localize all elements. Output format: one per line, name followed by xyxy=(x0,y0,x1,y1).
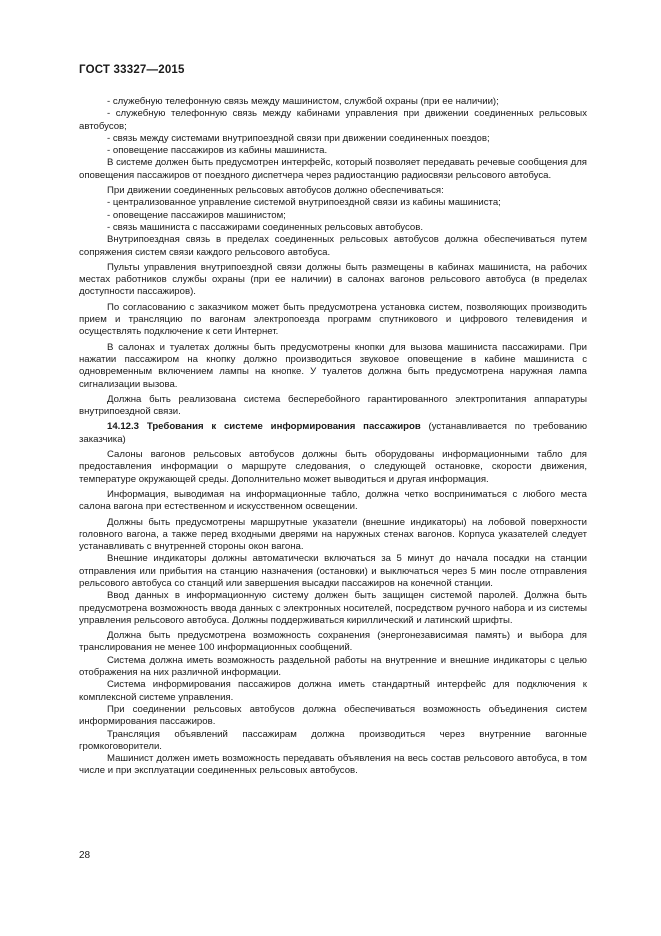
page-number: 28 xyxy=(79,850,91,861)
section-number: 14.12.3 xyxy=(107,421,140,433)
paragraph: Внутрипоездная связь в пределах соединенных рельсовых автобусов должна обеспечиваться путем сопряжения систем связи каждого рельсового автобуса. xyxy=(79,234,587,258)
paragraph: Должна быть реализована система бесперебойного гарантированного электропитания аппаратуры внутрипоездной связи. xyxy=(79,393,587,418)
paragraph: В салонах и туалетах должны быть предусмотрены кнопки для вызова машиниста пассажирами. При нажатии пассажиром на кнопку должно производиться звуковое оповещение в кабине машиниста с одновременным включением лампы на кнопке. У туалетов должна быть предусмотрена наружная лампа сигнализации вызова. xyxy=(79,341,587,390)
paragraph: Машинист должен иметь возможность передавать объявления на весь состав рельсового автобуса, в том числе и при эксплуатации соединенных рельсовых автобусов. xyxy=(79,753,587,777)
paragraph: Трансляция объявлений пассажирам должна производиться через внутренние вагонные громкоговорители. xyxy=(79,728,587,752)
paragraph: Должна быть предусмотрена возможность сохранения (энергонезависимая память) и выбора для транслирования не менее 100 информационных сообщений. xyxy=(79,630,587,654)
section-heading xyxy=(79,421,587,446)
paragraph: - связь машиниста с пассажирами соединенных рельсовых автобусов. xyxy=(107,221,423,233)
document-body xyxy=(79,96,587,778)
paragraph: Должны быть предусмотрены маршрутные указатели (внешние индикаторы) на лобовой поверхности головного вагона, а также перед входными дверями на наружных стенах вагонов. Корпуса указателей следует устанавливать с внутренней стороны окон вагона. xyxy=(79,516,587,553)
paragraph: В системе должен быть предусмотрен интерфейс, который позволяет передавать речевые сообщения для оповещения пассажиров от поездного диспетчера через радиостанцию радиосвязи рельсового автобуса. xyxy=(79,157,587,181)
paragraph: Внешние индикаторы должны автоматически включаться за 5 минут до начала посадки на станции отправления или прибытия на станцию назначения (остановки) и выключаться через 5 мин после отправления рельсового автобуса со станций или завершения высадки пассажиров на конечной станции. xyxy=(79,553,587,589)
paragraph: По согласованию с заказчиком может быть предусмотрена установка систем, позволяющих производить прием и трансляцию по вагонам электропоезда программ спутникового и цифрового телевидения и осуществлять подключение к сети Интернет. xyxy=(79,301,587,338)
paragraph: Система должна иметь возможность раздельной работы на внутренние и внешние индикаторы с целью отображения на них различной информации. xyxy=(79,654,587,679)
paragraph: - централизованное управление системой внутрипоездной связи из кабины машиниста; xyxy=(107,197,501,209)
paragraph: Салоны вагонов рельсовых автобусов должны быть оборудованы информационными табло для предоставления информации о маршруте следования, о следующей остановке, скорости движения, температуре окружающей среды. Дополнительно может выводиться и другая информация. xyxy=(79,449,587,485)
paragraph: Информация, выводимая на информационные табло, должна четко восприниматься с любого места салона вагона при естественном и искусственном освещении. xyxy=(79,488,587,513)
paragraph: При соединении рельсовых автобусов должна обеспечиваться возможность объединения систем информирования пассажиров. xyxy=(79,703,587,728)
paragraph: - служебную телефонную связь между машинистом, службой охраны (при ее наличии); xyxy=(107,96,499,107)
paragraph: Ввод данных в информационную систему должен быть защищен системой паролей. Должна быть предусмотрена возможность ввода данных с электронных носителей, посредством ручного набора и из системы управления рельсового автобуса. Должны поддерживаться кириллический и латинский шрифты. xyxy=(79,590,587,626)
paragraph: - оповещение пассажиров из кабины машиниста. xyxy=(107,145,328,157)
paragraph: При движении соединенных рельсовых автобусов должно обеспечиваться: xyxy=(107,185,444,197)
paragraph: - связь между системами внутрипоездной связи при движении соединенных поездов; xyxy=(107,132,490,144)
section-note: (устанавливается по требованию заказчика) xyxy=(79,421,588,445)
paragraph: Система информирования пассажиров должна иметь стандартный интерфейс для подключения к комплексной системе управления. xyxy=(79,679,587,703)
paragraph: - оповещение пассажиров машинистом; xyxy=(107,209,286,221)
paragraph: Пульты управления внутрипоездной связи должны быть размещены в кабинах машиниста, на рабочих местах работников службы охраны (при ее наличии) в салонах вагонов рельсового автобуса (в пределах доступности пассажиров). xyxy=(79,261,587,298)
paragraph: - служебную телефонную связь между кабинами управления при движении соединенных рельсовых автобусов; xyxy=(79,108,587,132)
document-header: ГОСТ 33327—2015 xyxy=(79,64,185,76)
section-title: Требования к системе информирования пассажиров xyxy=(146,421,421,433)
